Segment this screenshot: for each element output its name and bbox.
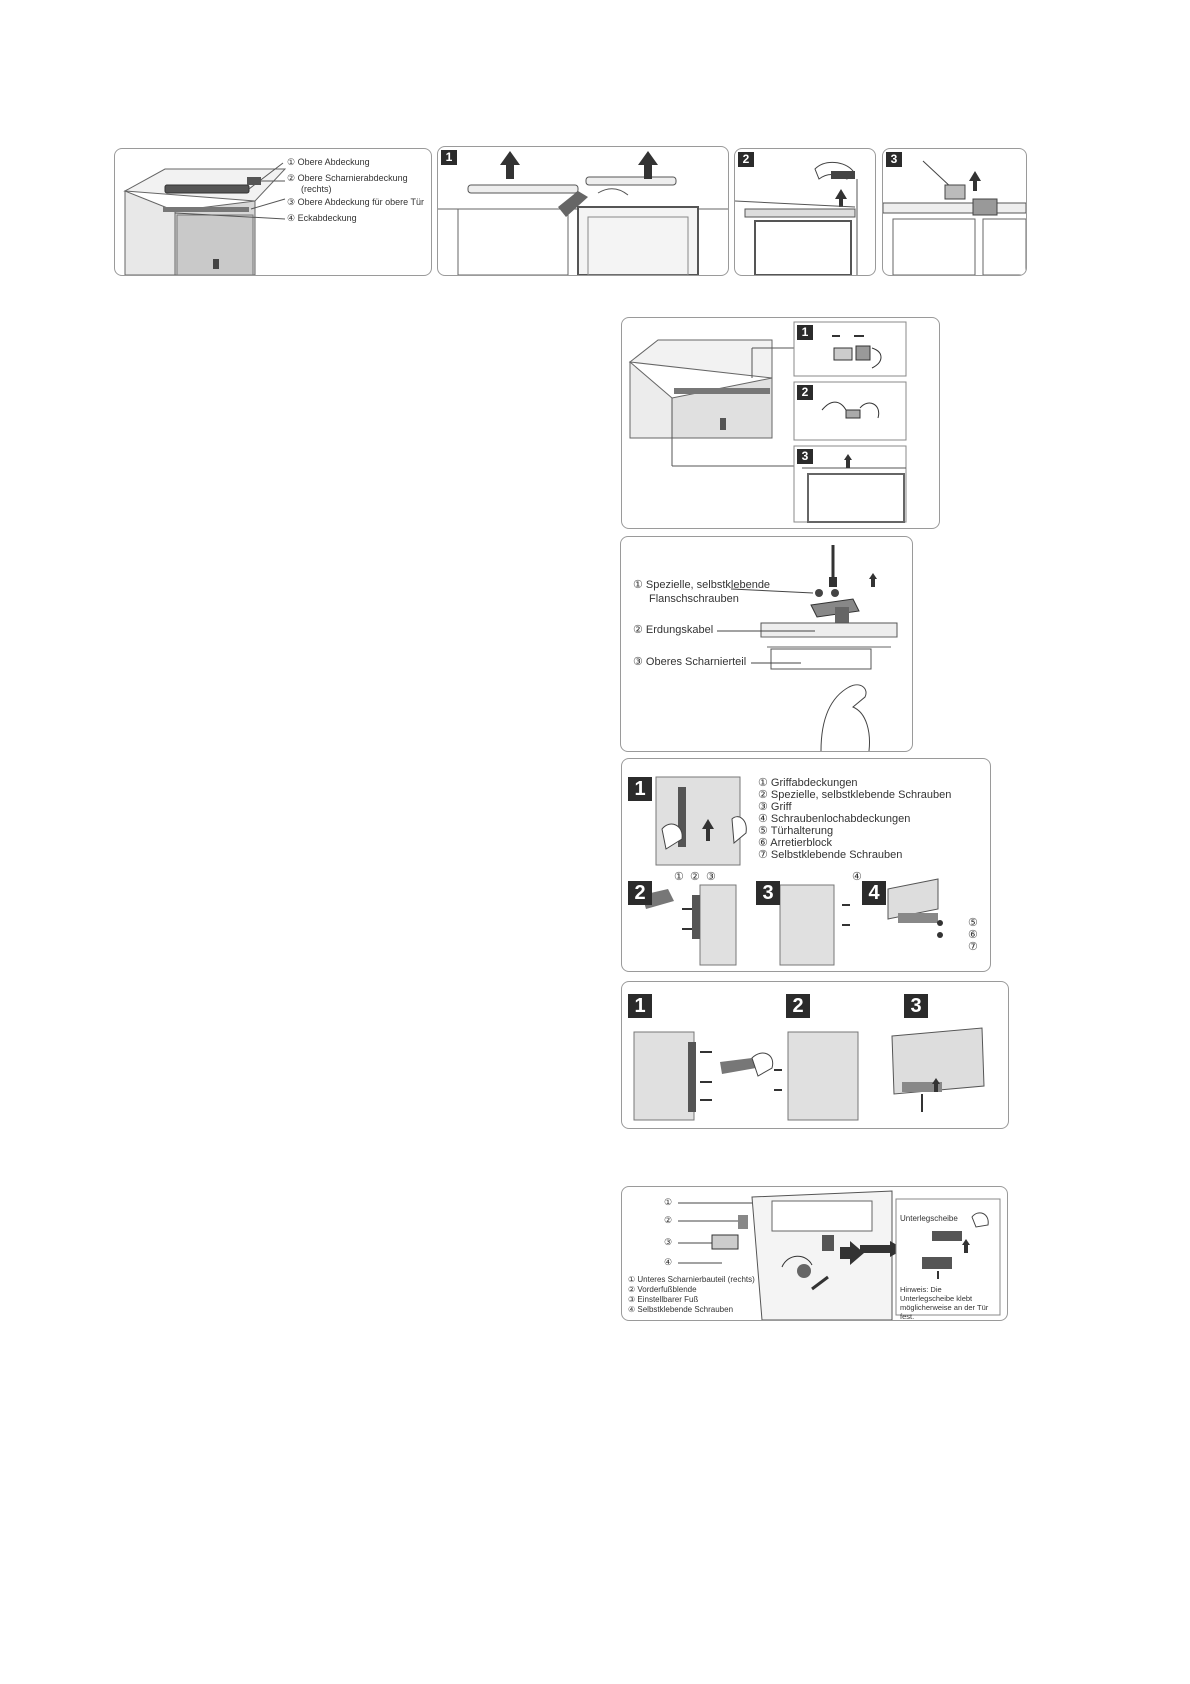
fig4-label-6: ⑥ Arretierblock bbox=[758, 837, 833, 849]
fig6-washer-label: Unterlegscheibe bbox=[900, 1214, 958, 1223]
fig1-label-1: ① Obere Abdeckung bbox=[287, 157, 370, 167]
step-number: 1 bbox=[797, 325, 813, 340]
step-number: 3 bbox=[886, 152, 902, 167]
fig6-label-4: ④ Selbstklebende Schrauben bbox=[628, 1305, 734, 1314]
step-number: 2 bbox=[738, 152, 754, 167]
fig4-label-2: ② Spezielle, selbstklebende Schrauben bbox=[758, 789, 952, 801]
fig4-label-3: ③ Griff bbox=[758, 801, 792, 813]
figure-top-covers-step3 bbox=[882, 148, 1027, 276]
fig4-label-5: ⑤ Türhalterung bbox=[758, 825, 834, 837]
fig1-label-2: ② Obere Scharnierabdeckung bbox=[287, 173, 408, 183]
fridge-top-illustration bbox=[115, 149, 431, 275]
fig4-label-1: ① Griffabdeckungen bbox=[758, 777, 858, 789]
figure-lower-hinge bbox=[621, 1186, 1008, 1321]
fig1-label-3: ③ Obere Abdeckung für obere Tür bbox=[287, 197, 424, 207]
figure-upper-hinge bbox=[620, 536, 913, 752]
handle-reinstall-illustration bbox=[622, 982, 1008, 1128]
step-number: 2 bbox=[797, 385, 813, 400]
figure-cable-disconnect bbox=[621, 317, 940, 529]
fig4-callout-7: ⑦ bbox=[968, 941, 978, 953]
step-number: 2 bbox=[628, 881, 652, 905]
fig4-callout-2: ② bbox=[690, 871, 700, 883]
fig3-label-2: ② Erdungskabel bbox=[633, 624, 714, 636]
fig4-callout-5: ⑤ bbox=[968, 917, 978, 929]
step-number: 1 bbox=[628, 994, 652, 1018]
step-number: 3 bbox=[904, 994, 928, 1018]
fig1-label-2b: (rechts) bbox=[301, 184, 332, 194]
fig6-label-1: ① Unteres Scharnierbauteil (rechts) bbox=[628, 1275, 755, 1284]
fig6-label-3: ③ Einstellbarer Fuß bbox=[628, 1295, 699, 1304]
step-number: 3 bbox=[756, 881, 780, 905]
fig4-label-4: ④ Schraubenlochabdeckungen bbox=[758, 813, 911, 825]
figure-top-covers-step1 bbox=[437, 146, 729, 276]
fig4-callout-1: ① bbox=[674, 871, 684, 883]
figure-top-covers-overview bbox=[114, 148, 432, 276]
fig1-label-4: ④ Eckabdeckung bbox=[287, 213, 357, 223]
figure-handle-removal bbox=[621, 758, 991, 972]
cable-disconnect-illustration bbox=[622, 318, 939, 528]
fig6-label-2: ② Vorderfußblende bbox=[628, 1285, 697, 1294]
corner-cover-removal-illustration bbox=[883, 149, 1026, 275]
upper-hinge-illustration bbox=[621, 537, 912, 751]
fig3-label-1b: Flanschschrauben bbox=[649, 593, 739, 605]
fig6-callout-1: ① bbox=[664, 1197, 673, 1207]
step-number: 2 bbox=[786, 994, 810, 1018]
fig3-label-1: ① Spezielle, selbstklebende bbox=[633, 579, 771, 591]
figure-top-covers-step2 bbox=[734, 148, 876, 276]
fig4-callout-6: ⑥ bbox=[968, 929, 978, 941]
fig6-callout-3: ③ bbox=[664, 1237, 673, 1247]
fig6-callout-2: ② bbox=[664, 1215, 673, 1225]
hinge-cover-removal-illustration bbox=[735, 149, 875, 275]
step-number: 1 bbox=[441, 150, 457, 165]
fig4-callout-3: ③ bbox=[706, 871, 716, 883]
figure-handle-reinstall bbox=[621, 981, 1009, 1129]
fig6-callout-4: ④ bbox=[664, 1257, 673, 1267]
fig4-label-7: ⑦ Selbstklebende Schrauben bbox=[758, 849, 903, 861]
lifting-covers-illustration bbox=[438, 147, 728, 275]
step-number: 3 bbox=[797, 449, 813, 464]
step-number: 1 bbox=[628, 777, 652, 801]
fig4-callout-4: ④ bbox=[852, 871, 862, 883]
fig3-label-3: ③ Oberes Scharnierteil bbox=[633, 656, 747, 668]
step-number: 4 bbox=[862, 881, 886, 905]
fig6-note: Hinweis: Die Unterlegscheibe klebt möglicherweise an der Tür fest. bbox=[900, 1285, 989, 1321]
